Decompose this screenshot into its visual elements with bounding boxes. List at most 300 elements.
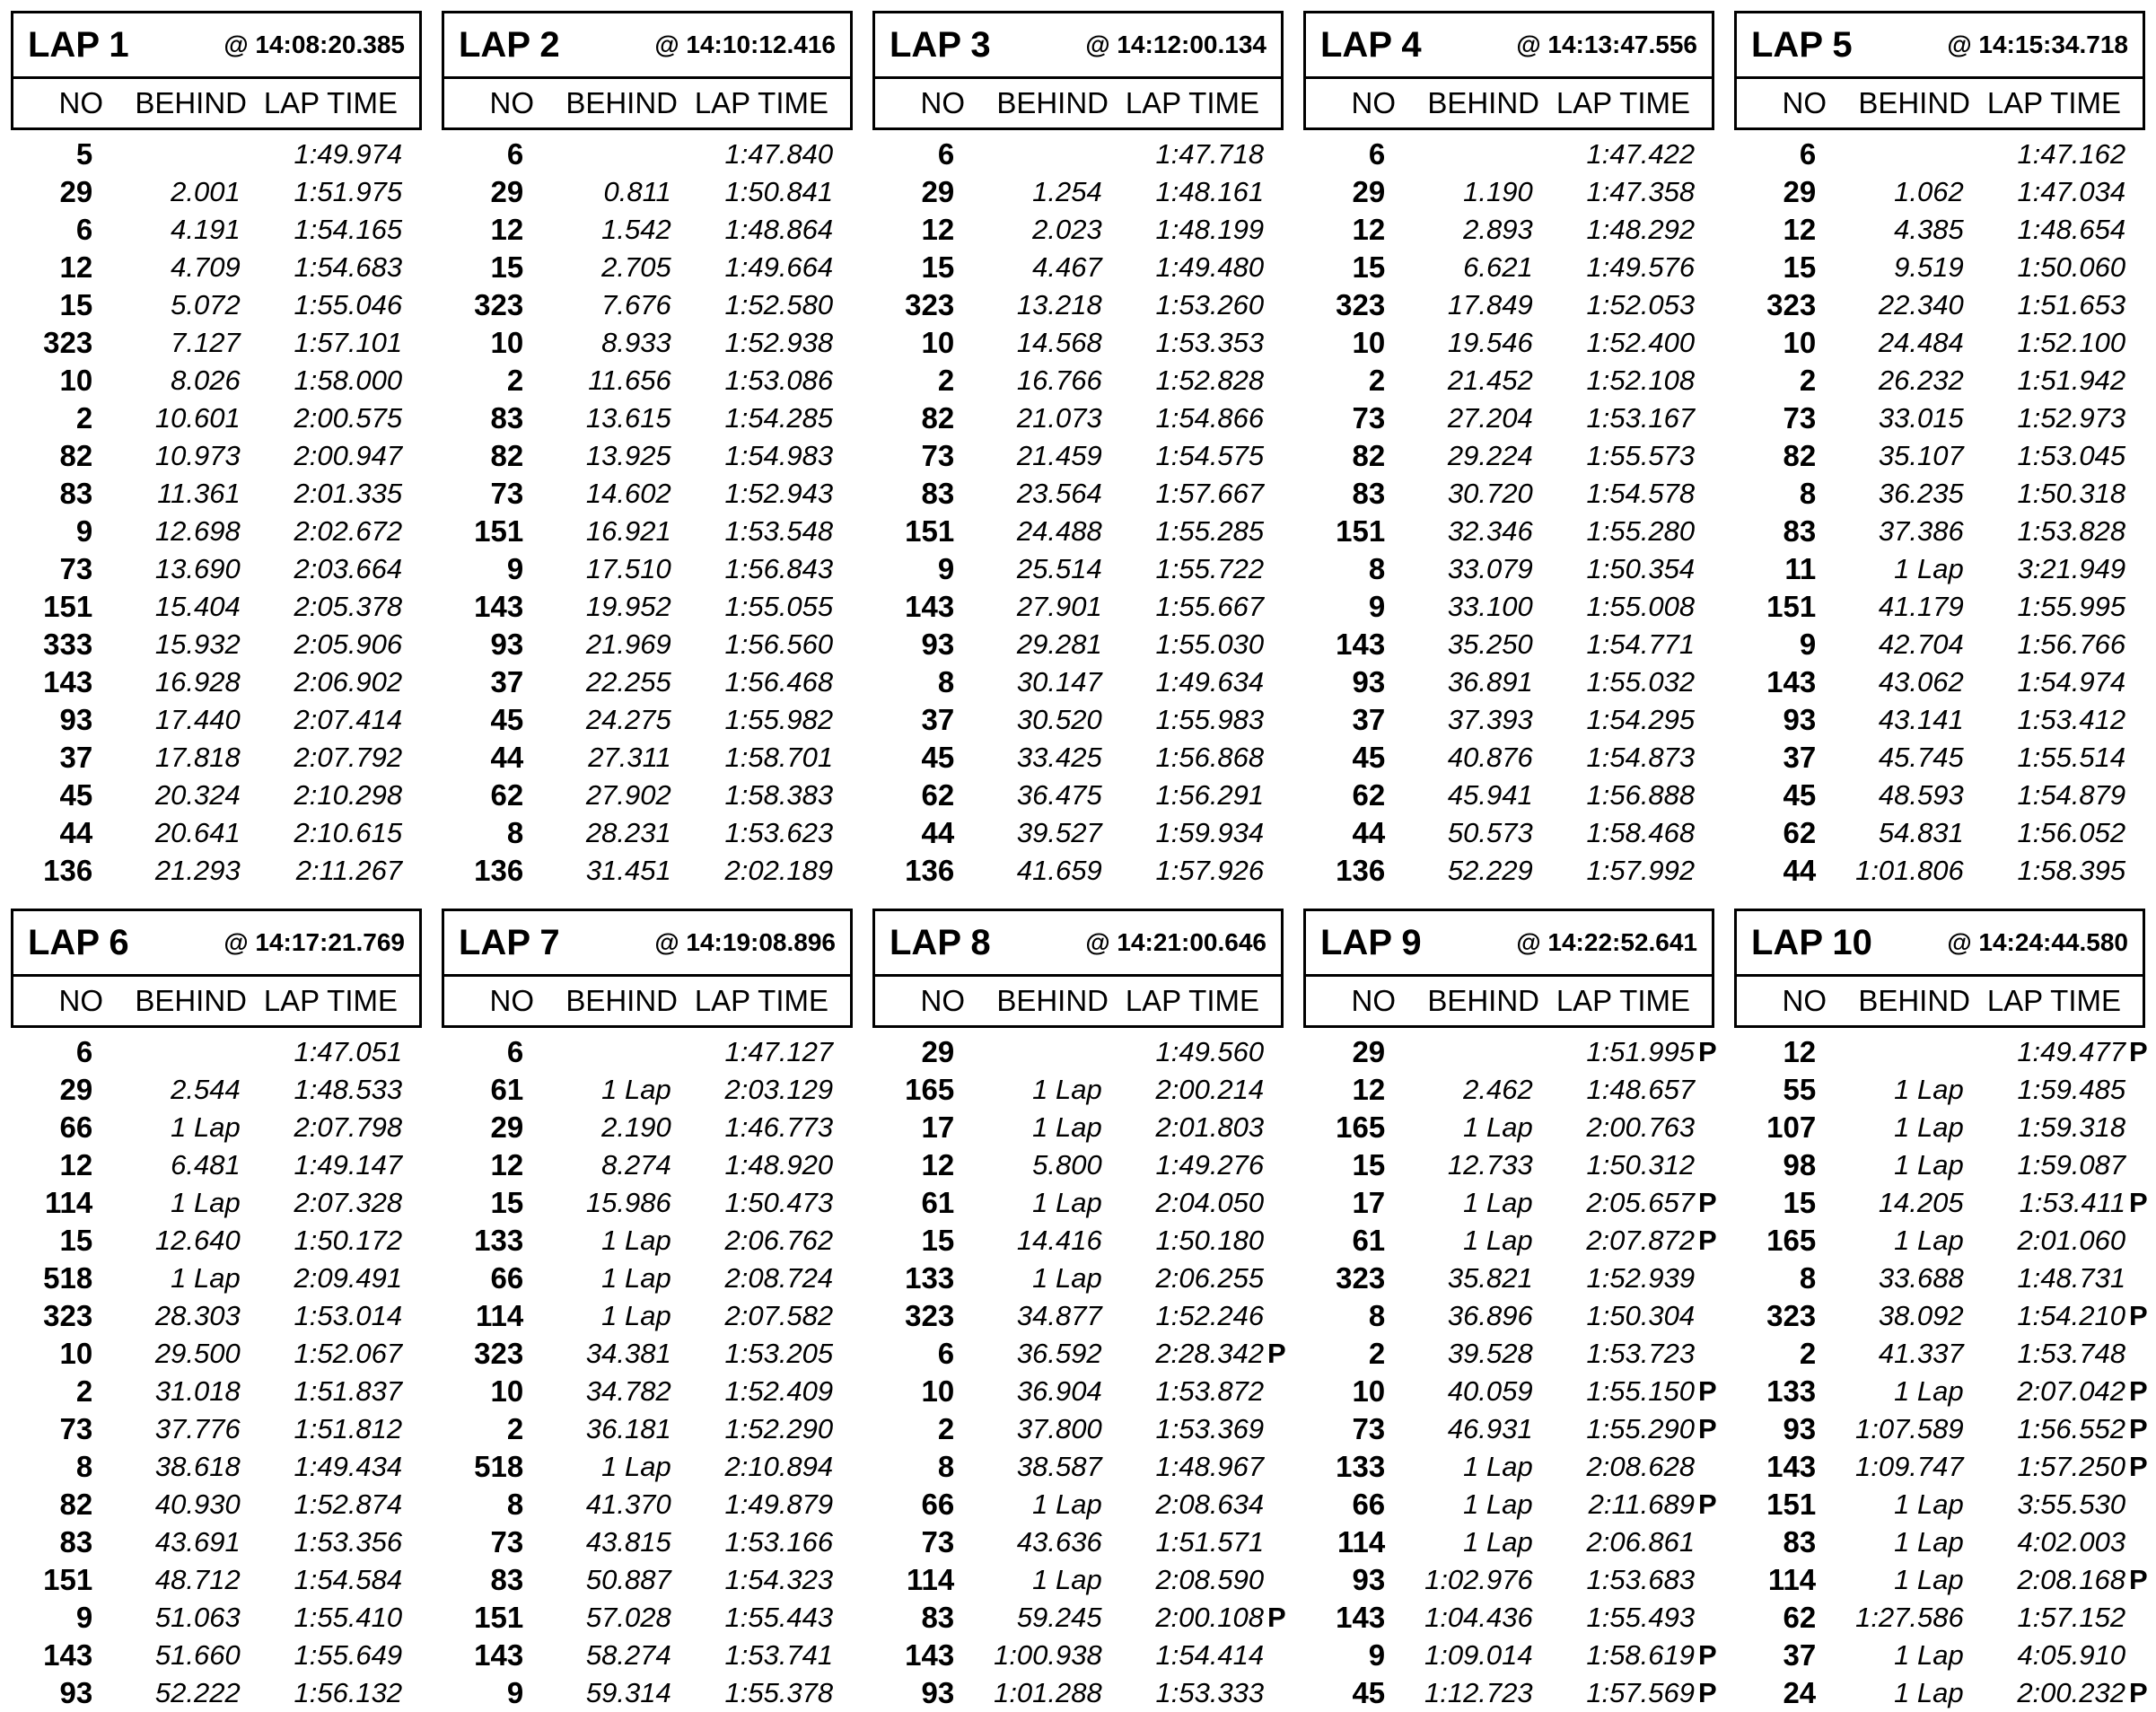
table-row xyxy=(11,173,422,211)
lap-time-value: 1:51.571 xyxy=(1155,1526,1265,1558)
lap-time-value: 1:48.654 xyxy=(2017,214,2126,245)
car-number: 62 xyxy=(1352,778,1386,812)
gap-behind: 32.346 xyxy=(1447,515,1533,547)
gap-behind: 1:00.938 xyxy=(994,1639,1102,1671)
lap-time-value: 1:58.701 xyxy=(724,742,834,773)
lap-title-row xyxy=(1737,911,2143,977)
lap-time-value: 1:50.312 xyxy=(1586,1149,1696,1181)
table-row xyxy=(872,1033,1284,1071)
lap-time-value: 2:07.798 xyxy=(294,1111,403,1143)
gap-behind: 1:27.586 xyxy=(1855,1602,1964,1633)
table-row xyxy=(11,701,422,739)
table-row xyxy=(11,1184,422,1222)
lap-time-value: 1:49.434 xyxy=(294,1451,403,1482)
table-row xyxy=(442,211,853,249)
col-header-lap-time: LAP TIME xyxy=(1986,86,2121,119)
table-row xyxy=(1303,475,1714,513)
lap-time-value: 1:57.152 xyxy=(2017,1602,2126,1633)
lap-time-value: 2:11.689 xyxy=(1588,1488,1695,1520)
table-row xyxy=(442,136,853,173)
table-row xyxy=(11,324,422,362)
gap-behind: 8.274 xyxy=(601,1149,671,1181)
car-number: 136 xyxy=(474,854,524,887)
lap-time-value: 1:55.722 xyxy=(1155,553,1265,584)
car-number: 143 xyxy=(905,1638,955,1672)
table-row xyxy=(1734,362,2145,399)
lap-time-value: 1:58.000 xyxy=(294,364,403,396)
car-number: 151 xyxy=(1766,590,1817,623)
car-number: 62 xyxy=(1783,1601,1817,1634)
lap-title-row xyxy=(1737,13,2143,79)
car-number: 518 xyxy=(474,1450,524,1483)
lap-time-value: 1:53.872 xyxy=(1155,1375,1265,1407)
lap-time-value: 1:54.683 xyxy=(294,251,403,283)
lap-time-value: 1:48.967 xyxy=(1155,1451,1265,1482)
table-row xyxy=(872,739,1284,777)
gap-behind: 33.079 xyxy=(1447,553,1533,584)
gap-behind: 37.386 xyxy=(1878,515,1964,547)
table-row xyxy=(11,1335,422,1373)
gap-behind: 15.404 xyxy=(154,591,241,622)
gap-behind: 35.821 xyxy=(1447,1262,1533,1294)
car-number: 93 xyxy=(921,628,955,661)
gap-behind: 1 Lap xyxy=(1894,1639,1964,1671)
lap-time-value: 2:03.664 xyxy=(294,553,403,584)
car-number: 29 xyxy=(921,175,955,208)
car-number: 8 xyxy=(75,1450,93,1483)
gap-behind: 4.385 xyxy=(1894,214,1964,245)
car-number: 12 xyxy=(921,213,955,246)
car-number: 165 xyxy=(1336,1111,1386,1144)
table-row xyxy=(1303,1109,1714,1146)
lap-time-value: 1:54.165 xyxy=(294,214,403,245)
lap-panel xyxy=(1734,11,2145,890)
col-header-lap-time: LAP TIME xyxy=(694,86,828,119)
car-number: 12 xyxy=(1352,213,1386,246)
car-number: 73 xyxy=(59,552,93,585)
car-number: 8 xyxy=(937,665,955,698)
table-row xyxy=(872,550,1284,588)
car-number: 6 xyxy=(75,1035,93,1068)
car-number: 24 xyxy=(1783,1676,1817,1709)
lap-time-value: 2:01.335 xyxy=(294,478,403,509)
table-row xyxy=(872,1561,1284,1599)
lap-time-value: 1:47.358 xyxy=(1586,176,1696,207)
table-row xyxy=(442,739,853,777)
pit-flag: P xyxy=(2128,1413,2148,1444)
car-number: 323 xyxy=(43,326,93,359)
lap-time-value: 2:07.042 xyxy=(2017,1375,2125,1407)
lap-time-value: 1:53.333 xyxy=(1155,1677,1265,1708)
lap-time-value: 1:59.934 xyxy=(1155,817,1265,848)
car-number: 8 xyxy=(1368,1299,1386,1332)
lap-time-value: 1:54.584 xyxy=(294,1564,403,1595)
lap-time-value: 1:50.180 xyxy=(1155,1225,1265,1256)
gap-behind: 1:09.014 xyxy=(1424,1639,1533,1671)
lap-time-value: 1:51.653 xyxy=(2017,289,2126,320)
gap-behind: 1 Lap xyxy=(1894,1677,1964,1708)
pit-flag: P xyxy=(1697,1187,1717,1218)
table-row xyxy=(11,399,422,437)
car-number: 8 xyxy=(506,816,524,849)
lap-time-value: 1:53.086 xyxy=(724,364,834,396)
lap-time-value: 1:53.723 xyxy=(1586,1338,1696,1369)
gap-behind: 30.147 xyxy=(1016,666,1102,698)
table-row xyxy=(442,1184,853,1222)
lap-time-value: 4:02.003 xyxy=(2017,1526,2126,1558)
lap-time-value: 1:59.485 xyxy=(2017,1074,2126,1105)
table-row xyxy=(442,814,853,852)
col-header-behind: BEHIND xyxy=(1427,984,1539,1017)
car-number: 45 xyxy=(1352,1676,1386,1709)
lap-time-value: 1:54.866 xyxy=(1155,402,1265,434)
car-number: 17 xyxy=(921,1111,955,1144)
gap-behind: 41.659 xyxy=(1016,855,1102,886)
car-number: 82 xyxy=(490,439,524,472)
lap-time-value: 1:55.290 xyxy=(1586,1413,1695,1444)
gap-behind: 5.072 xyxy=(171,289,241,320)
gap-behind: 1 Lap xyxy=(1894,1225,1964,1256)
car-number: 518 xyxy=(43,1261,93,1295)
table-row xyxy=(11,1109,422,1146)
car-number: 73 xyxy=(1352,401,1386,435)
gap-behind: 14.602 xyxy=(585,478,671,509)
car-number: 323 xyxy=(905,288,955,321)
car-number: 73 xyxy=(1783,401,1817,435)
gap-behind: 6.481 xyxy=(171,1149,241,1181)
car-number: 323 xyxy=(1336,1261,1386,1295)
table-row xyxy=(442,852,853,890)
car-number: 83 xyxy=(1352,477,1386,510)
gap-behind: 2.023 xyxy=(1032,214,1102,245)
table-row xyxy=(1734,701,2145,739)
lap-time-value: 1:52.943 xyxy=(724,478,834,509)
gap-behind: 31.018 xyxy=(154,1375,241,1407)
lap-time-value: 1:55.514 xyxy=(2017,742,2126,773)
pit-flag: P xyxy=(1266,1602,1286,1633)
lap-number: LAP 8 xyxy=(890,922,991,962)
lap-panel xyxy=(872,11,1284,890)
gap-behind: 21.293 xyxy=(154,855,241,886)
column-headers xyxy=(1306,977,1712,1025)
car-number: 323 xyxy=(474,1337,524,1370)
lap-time-value: 1:55.982 xyxy=(724,704,834,735)
gap-behind: 10.973 xyxy=(154,440,241,471)
table-row xyxy=(11,286,422,324)
car-number: 143 xyxy=(474,590,524,623)
car-number: 82 xyxy=(1783,439,1817,472)
car-number: 165 xyxy=(905,1073,955,1106)
table-row xyxy=(1734,550,2145,588)
lap-title-row xyxy=(444,13,850,79)
table-row xyxy=(872,626,1284,663)
lap-time-value: 2:08.724 xyxy=(724,1262,834,1294)
gap-behind: 26.232 xyxy=(1878,364,1964,396)
table-row xyxy=(872,1674,1284,1712)
table-row xyxy=(11,1674,422,1712)
gap-behind: 41.179 xyxy=(1878,591,1964,622)
lap-time-value: 2:02.189 xyxy=(724,855,834,886)
table-row xyxy=(11,1260,422,1297)
gap-behind: 24.484 xyxy=(1878,327,1964,358)
lap-header xyxy=(1734,909,2145,1028)
table-row xyxy=(1303,173,1714,211)
table-row xyxy=(11,739,422,777)
lap-rows xyxy=(1303,136,1714,890)
car-number: 136 xyxy=(1336,854,1386,887)
gap-behind: 36.475 xyxy=(1016,779,1102,811)
pit-flag: P xyxy=(2128,1451,2148,1482)
car-number: 73 xyxy=(59,1412,93,1445)
table-row xyxy=(872,249,1284,286)
table-row xyxy=(11,1637,422,1674)
lap-time-value: 1:54.873 xyxy=(1586,742,1696,773)
lap-time-value: 2:05.657 xyxy=(1586,1187,1695,1218)
table-row xyxy=(1734,588,2145,626)
table-row xyxy=(872,1486,1284,1523)
gap-behind: 8.026 xyxy=(171,364,241,396)
gap-behind: 52.222 xyxy=(154,1677,241,1708)
lap-number: LAP 6 xyxy=(28,922,129,962)
gap-behind: 1 Lap xyxy=(1894,1488,1964,1520)
col-header-lap-time: LAP TIME xyxy=(1125,984,1259,1017)
lap-time-value: 1:53.014 xyxy=(294,1300,403,1331)
car-number: 151 xyxy=(905,514,955,548)
table-row xyxy=(1734,1297,2148,1335)
gap-behind: 1.190 xyxy=(1463,176,1533,207)
lap-time-value: 1:52.067 xyxy=(294,1338,403,1369)
table-row xyxy=(872,701,1284,739)
car-number: 15 xyxy=(1783,1186,1817,1219)
gap-behind: 8.933 xyxy=(601,327,671,358)
lap-number: LAP 7 xyxy=(459,922,560,962)
car-number: 12 xyxy=(921,1148,955,1181)
lap-time-value: 1:55.280 xyxy=(1586,515,1696,547)
gap-behind: 13.615 xyxy=(585,402,671,434)
lap-time-value: 1:55.030 xyxy=(1155,628,1265,660)
table-row xyxy=(11,588,422,626)
car-number: 45 xyxy=(1783,778,1817,812)
gap-behind: 38.618 xyxy=(154,1451,241,1482)
gap-behind: 34.782 xyxy=(585,1375,671,1407)
gap-behind: 21.969 xyxy=(585,628,671,660)
car-number: 66 xyxy=(490,1261,524,1295)
table-row xyxy=(1734,136,2145,173)
car-number: 2 xyxy=(1368,1337,1386,1370)
lap-time-value: 1:56.560 xyxy=(724,628,834,660)
gap-behind: 1:01.288 xyxy=(994,1677,1102,1708)
table-row xyxy=(872,399,1284,437)
lap-time-value: 2:06.255 xyxy=(1155,1262,1265,1294)
lap-time-value: 1:53.166 xyxy=(724,1526,834,1558)
car-number: 83 xyxy=(59,1525,93,1558)
lap-time-value: 1:52.100 xyxy=(2017,327,2126,358)
gap-behind: 39.528 xyxy=(1447,1338,1533,1369)
car-number: 9 xyxy=(1368,590,1386,623)
lap-time-value: 2:08.590 xyxy=(1155,1564,1265,1595)
pit-flag: P xyxy=(1697,1677,1717,1708)
lap-number: LAP 2 xyxy=(459,24,560,65)
lap-time-value: 1:48.292 xyxy=(1586,214,1696,245)
table-row xyxy=(1734,1599,2145,1637)
table-row xyxy=(11,550,422,588)
gap-behind: 14.205 xyxy=(1878,1187,1964,1218)
table-row xyxy=(11,1599,422,1637)
lap-time-value: 1:54.771 xyxy=(1586,628,1696,660)
lap-time-value: 1:58.468 xyxy=(1586,817,1696,848)
col-header-lap-time: LAP TIME xyxy=(1986,984,2121,1017)
table-row xyxy=(872,1297,1284,1335)
lap-time-value: 2:06.902 xyxy=(294,666,403,698)
table-row xyxy=(1303,1373,1717,1410)
lap-time-value: 1:55.150 xyxy=(1586,1375,1695,1407)
lap-time-value: 2:07.872 xyxy=(1586,1225,1695,1256)
table-row xyxy=(872,777,1284,814)
table-row xyxy=(11,663,422,701)
car-number: 29 xyxy=(1783,175,1817,208)
gap-behind: 33.425 xyxy=(1016,742,1102,773)
table-row xyxy=(872,475,1284,513)
table-row xyxy=(1734,1184,2148,1222)
car-number: 82 xyxy=(921,401,955,435)
gap-behind: 27.311 xyxy=(588,742,671,773)
col-header-no: NO xyxy=(1782,86,1827,119)
lap-time-value: 1:53.623 xyxy=(724,817,834,848)
lap-time-value: 1:55.443 xyxy=(724,1602,834,1633)
lap-time-value: 1:48.533 xyxy=(294,1074,403,1105)
gap-behind: 59.245 xyxy=(1016,1602,1102,1633)
table-row xyxy=(872,588,1284,626)
table-row xyxy=(1734,1146,2145,1184)
gap-behind: 1 Lap xyxy=(171,1187,241,1218)
lap-time-value: 2:08.168 xyxy=(2017,1564,2125,1595)
lap-panel xyxy=(1303,909,1717,1712)
table-row xyxy=(442,1146,853,1184)
car-number: 93 xyxy=(1783,703,1817,736)
lap-time-value: 1:53.828 xyxy=(2017,515,2126,547)
car-number: 66 xyxy=(59,1111,93,1144)
pit-flag: P xyxy=(1697,1639,1717,1671)
lap-time-value: 1:50.060 xyxy=(2017,251,2126,283)
car-number: 15 xyxy=(1352,250,1386,284)
lap-time-value: 1:52.939 xyxy=(1586,1262,1696,1294)
lap-time-value: 1:50.318 xyxy=(2017,478,2126,509)
column-headers xyxy=(1737,977,2143,1025)
lap-time-value: 1:52.973 xyxy=(2017,402,2126,434)
lap-header xyxy=(872,909,1284,1028)
car-number: 2 xyxy=(1799,1337,1817,1370)
gap-behind: 1 Lap xyxy=(1032,1074,1102,1105)
lap-time-value: 1:55.493 xyxy=(1586,1602,1696,1633)
table-row xyxy=(442,1410,853,1448)
car-number: 151 xyxy=(474,1601,524,1634)
gap-behind: 1 Lap xyxy=(1463,1187,1533,1218)
table-row xyxy=(442,1561,853,1599)
table-row xyxy=(11,249,422,286)
lap-timestamp: @ 14:21:00.646 xyxy=(1085,928,1266,956)
gap-behind: 36.592 xyxy=(1016,1338,1102,1369)
lap-time-value: 1:58.383 xyxy=(724,779,834,811)
lap-title-row xyxy=(444,911,850,977)
lap-timestamp: @ 14:17:21.769 xyxy=(223,928,405,956)
lap-time-value: 1:47.051 xyxy=(294,1036,403,1067)
table-row xyxy=(1303,1146,1714,1184)
car-number: 2 xyxy=(1368,364,1386,397)
car-number: 44 xyxy=(1783,854,1817,887)
lap-header xyxy=(872,11,1284,130)
gap-behind: 1 Lap xyxy=(1463,1225,1533,1256)
pit-flag: P xyxy=(1266,1338,1286,1369)
lap-time-value: 1:49.477 xyxy=(2017,1036,2125,1067)
gap-behind: 17.818 xyxy=(154,742,241,773)
lap-time-value: 1:54.210 xyxy=(2017,1300,2125,1331)
car-number: 29 xyxy=(59,175,93,208)
col-header-behind: BEHIND xyxy=(565,984,678,1017)
lap-header xyxy=(1303,909,1714,1028)
table-row xyxy=(1734,1523,2145,1561)
car-number: 93 xyxy=(59,703,93,736)
table-row xyxy=(11,362,422,399)
table-row xyxy=(872,1523,1284,1561)
lap-header xyxy=(1734,11,2145,130)
table-row xyxy=(1734,513,2145,550)
gap-behind: 2.001 xyxy=(171,176,241,207)
lap-time-value: 1:48.199 xyxy=(1155,214,1265,245)
gap-behind: 36.904 xyxy=(1016,1375,1102,1407)
lap-panel xyxy=(11,909,422,1712)
pit-flag: P xyxy=(2128,1036,2148,1067)
gap-behind: 16.921 xyxy=(585,515,671,547)
table-row xyxy=(11,814,422,852)
table-row xyxy=(1734,173,2145,211)
lap-time-value: 1:49.560 xyxy=(1155,1036,1265,1067)
car-number: 10 xyxy=(490,326,524,359)
car-number: 6 xyxy=(75,213,93,246)
car-number: 10 xyxy=(1352,326,1386,359)
car-number: 143 xyxy=(1766,665,1817,698)
gap-behind: 51.660 xyxy=(154,1639,241,1671)
gap-behind: 30.520 xyxy=(1016,704,1102,735)
lap-rows xyxy=(11,136,422,890)
gap-behind: 1:01.806 xyxy=(1855,855,1964,886)
gap-behind: 1:07.589 xyxy=(1854,1413,1964,1444)
gap-behind: 40.059 xyxy=(1447,1375,1533,1407)
gap-behind: 1:02.976 xyxy=(1424,1564,1533,1595)
car-number: 37 xyxy=(59,741,93,774)
lap-panel xyxy=(442,909,853,1712)
lap-time-value: 1:49.634 xyxy=(1155,666,1265,698)
gap-behind: 1 Lap xyxy=(1463,1451,1533,1482)
table-row xyxy=(1303,1071,1714,1109)
lap-title-row xyxy=(13,13,419,79)
lap-time-value: 1:54.414 xyxy=(1155,1639,1265,1671)
lap-panel xyxy=(11,11,422,890)
gap-behind: 36.896 xyxy=(1447,1300,1533,1331)
table-row xyxy=(1734,1222,2145,1260)
column-headers xyxy=(13,977,419,1025)
lap-time-value: 1:55.410 xyxy=(294,1602,403,1633)
lap-time-value: 1:59.318 xyxy=(2017,1111,2126,1143)
car-number: 15 xyxy=(490,250,524,284)
lap-time-value: 1:53.167 xyxy=(1586,402,1696,434)
gap-behind: 17.440 xyxy=(154,704,241,735)
table-row xyxy=(1734,739,2145,777)
col-header-behind: BEHIND xyxy=(1858,984,1970,1017)
lap-timestamp: @ 14:08:20.385 xyxy=(223,31,405,58)
lap-panel xyxy=(872,909,1284,1712)
lap-time-value: 1:57.992 xyxy=(1586,855,1696,886)
table-row xyxy=(1734,324,2145,362)
